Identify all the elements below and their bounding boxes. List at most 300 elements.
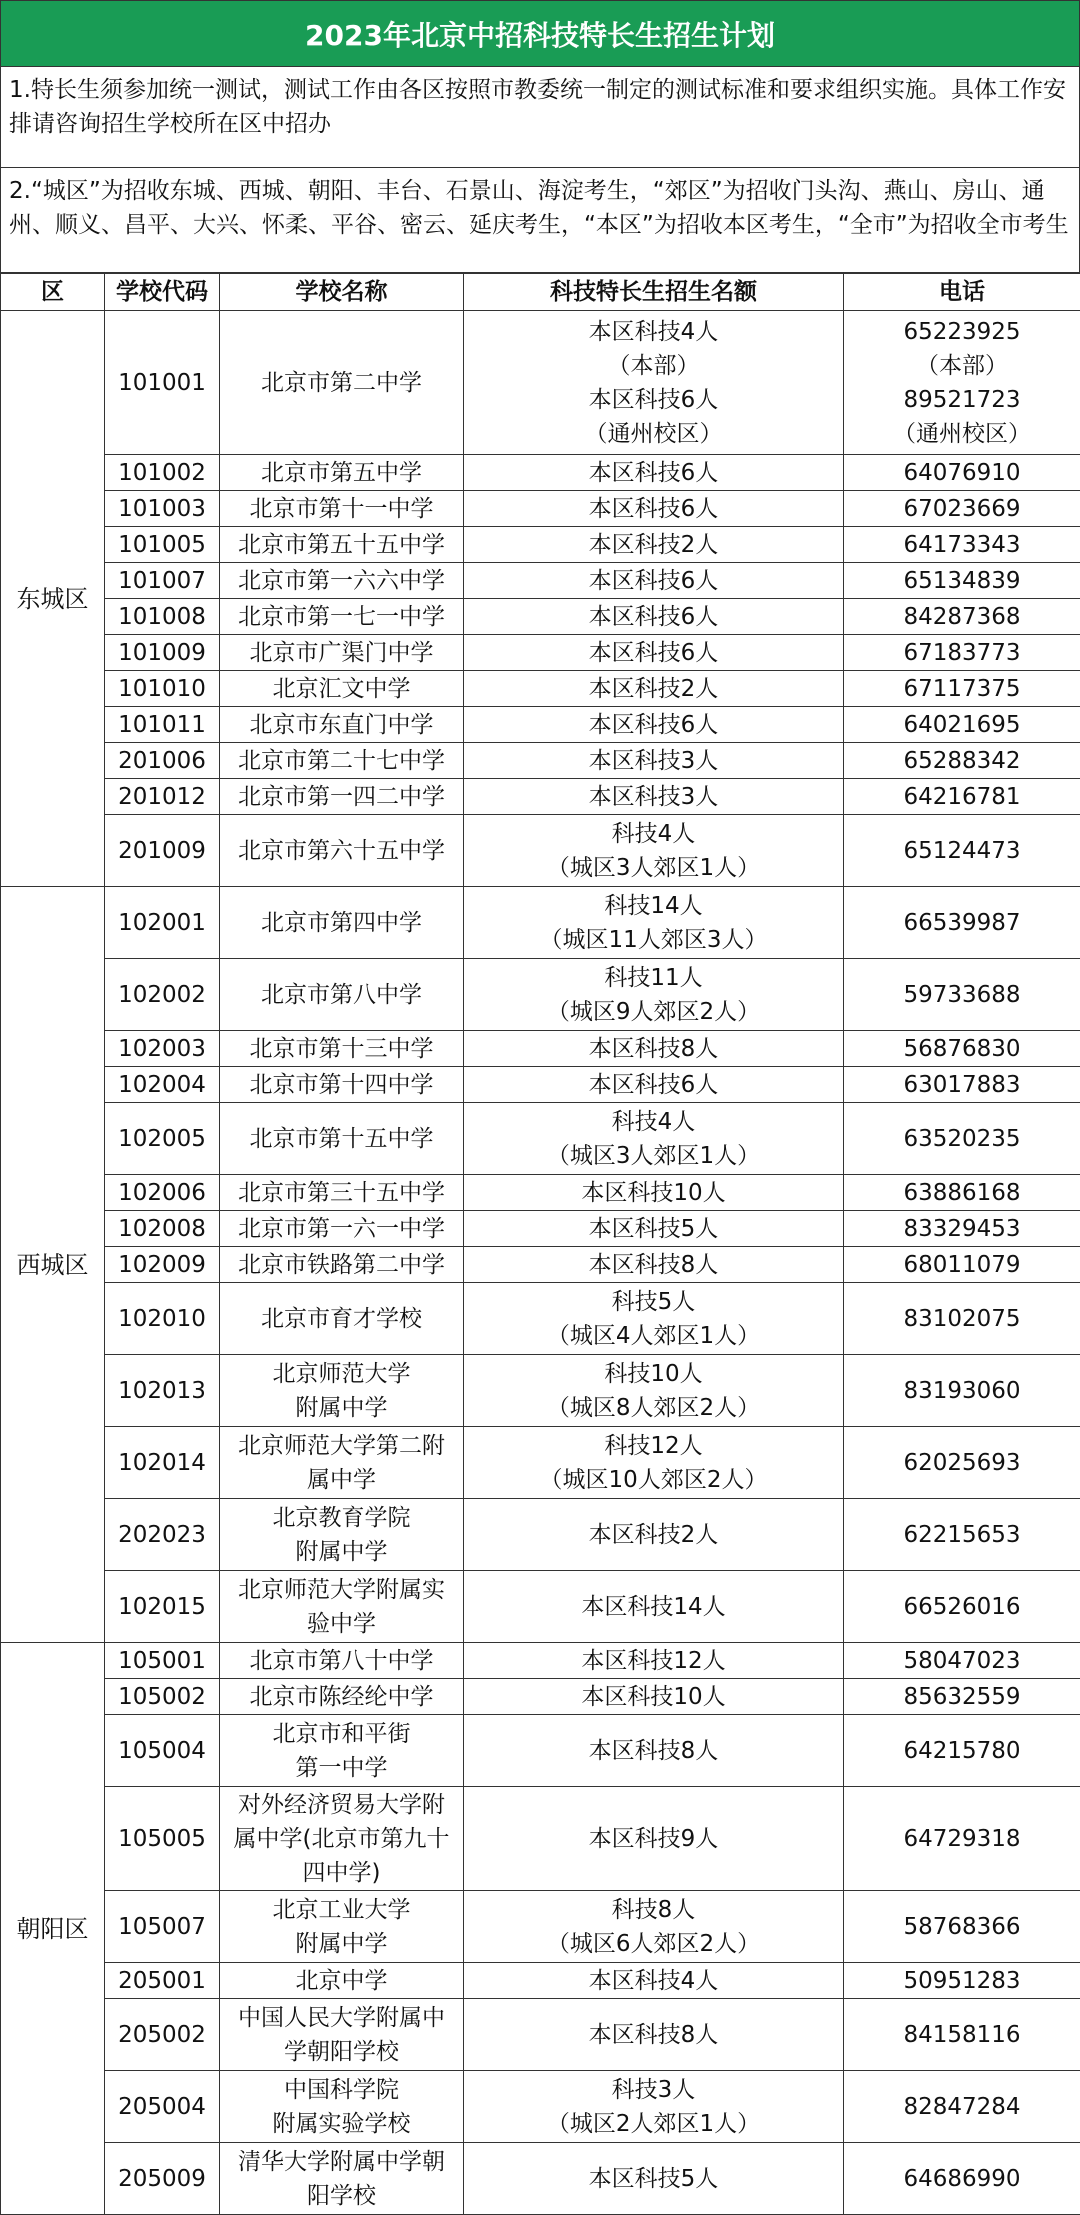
school-code-cell: 102010 (105, 1283, 220, 1355)
school-name-cell-line: 属中学 (222, 1463, 461, 1497)
quota-cell (464, 563, 844, 599)
quota-cell (464, 1679, 844, 1715)
quota-cell (464, 491, 844, 527)
column-header-code: 学校代码 (105, 274, 220, 311)
quota-cell-line: 本区科技8人 (466, 1032, 841, 1066)
phone-cell (844, 1571, 1080, 1643)
phone-cell (844, 1643, 1080, 1679)
quota-cell (464, 1283, 844, 1355)
quota-cell (464, 1643, 844, 1679)
school-name-cell-line: 附属中学 (222, 1391, 461, 1425)
quota-cell-line: （城区3人郊区1人） (466, 1139, 841, 1173)
school-name-cell (220, 2071, 464, 2143)
school-name-cell (220, 1571, 464, 1643)
school-name-cell-line: 北京市广渠门中学 (222, 636, 461, 670)
school-code-cell: 201012 (105, 779, 220, 815)
school-name-cell (220, 743, 464, 779)
school-code-cell: 102014 (105, 1427, 220, 1499)
school-code-cell: 102005 (105, 1103, 220, 1175)
school-name-cell-line: 四中学) (222, 1856, 461, 1890)
school-code-cell: 102001 (105, 887, 220, 959)
phone-cell (844, 1103, 1080, 1175)
phone-cell-line: 67183773 (846, 636, 1078, 670)
school-code-cell: 101011 (105, 707, 220, 743)
table-row (1, 635, 1080, 671)
quota-cell (464, 671, 844, 707)
school-name-cell-line: 北京市第五中学 (222, 456, 461, 490)
quota-cell-line: （城区4人郊区1人） (466, 1319, 841, 1353)
phone-cell (844, 527, 1080, 563)
school-name-cell-line: 附属实验学校 (222, 2107, 461, 2141)
school-name-cell (220, 1103, 464, 1175)
table-row (1, 779, 1080, 815)
phone-cell-line: 83102075 (846, 1302, 1078, 1336)
school-code-cell: 101007 (105, 563, 220, 599)
quota-cell-line: （城区8人郊区2人） (466, 1391, 841, 1425)
quota-cell-line: 本区科技14人 (466, 1590, 841, 1624)
school-name-cell (220, 887, 464, 959)
table-row (1, 1283, 1080, 1355)
quota-cell-line: 科技4人 (466, 1105, 841, 1139)
phone-cell-line: 65223925 (846, 315, 1078, 349)
quota-cell-line: 本区科技10人 (466, 1176, 841, 1210)
school-code-cell: 105001 (105, 1643, 220, 1679)
school-name-cell (220, 1283, 464, 1355)
quota-cell (464, 635, 844, 671)
school-code-cell: 101003 (105, 491, 220, 527)
quota-cell (464, 887, 844, 959)
school-name-cell (220, 491, 464, 527)
school-name-cell-line: 清华大学附属中学朝 (222, 2145, 461, 2179)
school-code-cell: 205004 (105, 2071, 220, 2143)
school-name-cell-line: 北京市东直门中学 (222, 708, 461, 742)
phone-cell (844, 1999, 1080, 2071)
table-row (1, 1427, 1080, 1499)
phone-cell-line: 56876830 (846, 1032, 1078, 1066)
table-row (1, 1715, 1080, 1787)
phone-cell (844, 1211, 1080, 1247)
school-code-cell: 105002 (105, 1679, 220, 1715)
quota-cell-line: 本区科技9人 (466, 1822, 841, 1856)
table-row (1, 815, 1080, 887)
phone-cell (844, 1031, 1080, 1067)
quota-cell-line: 科技12人 (466, 1429, 841, 1463)
phone-cell-line: 67117375 (846, 672, 1078, 706)
school-code-cell: 105007 (105, 1891, 220, 1963)
school-name-cell (220, 1355, 464, 1427)
table-row (1, 599, 1080, 635)
table-row (1, 1175, 1080, 1211)
school-code-cell: 101009 (105, 635, 220, 671)
table-row (1, 1499, 1080, 1571)
phone-cell-line: 63017883 (846, 1068, 1078, 1102)
quota-cell (464, 1031, 844, 1067)
table-row (1, 887, 1080, 959)
school-name-cell-line: 北京市第十一中学 (222, 492, 461, 526)
phone-cell (844, 1891, 1080, 1963)
quota-cell-line: 本区科技5人 (466, 1212, 841, 1246)
phone-cell-line: 62025693 (846, 1446, 1078, 1480)
school-name-cell-line: 北京市第一七一中学 (222, 600, 461, 634)
quota-cell (464, 1963, 844, 1999)
phone-cell (844, 815, 1080, 887)
phone-cell (844, 743, 1080, 779)
school-name-cell (220, 779, 464, 815)
quota-cell-line: 本区科技8人 (466, 1248, 841, 1282)
table-row (1, 1999, 1080, 2071)
school-name-cell-line: 属中学(北京市第九十 (222, 1822, 461, 1856)
school-code-cell: 102004 (105, 1067, 220, 1103)
school-name-cell (220, 599, 464, 635)
phone-cell-line: 63520235 (846, 1122, 1078, 1156)
school-name-cell (220, 1499, 464, 1571)
quota-cell-line: 科技11人 (466, 961, 841, 995)
school-name-cell-line: 北京市和平街 (222, 1717, 461, 1751)
phone-cell (844, 1963, 1080, 1999)
quota-cell-line: 本区科技6人 (466, 456, 841, 490)
table-row (1, 491, 1080, 527)
phone-cell (844, 1427, 1080, 1499)
school-name-cell (220, 1247, 464, 1283)
phone-cell (844, 707, 1080, 743)
phone-cell-line: 63886168 (846, 1176, 1078, 1210)
phone-cell (844, 2071, 1080, 2143)
quota-cell-line: （城区3人郊区1人） (466, 851, 841, 885)
quota-cell-line: （城区9人郊区2人） (466, 995, 841, 1029)
quota-cell (464, 1427, 844, 1499)
table-row (1, 2071, 1080, 2143)
table-header-row (1, 274, 1080, 311)
phone-cell (844, 671, 1080, 707)
phone-cell-line: 67023669 (846, 492, 1078, 526)
quota-cell-line: 本区科技2人 (466, 672, 841, 706)
school-name-cell (220, 1427, 464, 1499)
phone-cell (844, 779, 1080, 815)
school-name-cell (220, 1067, 464, 1103)
school-name-cell-line: 北京市第二中学 (222, 366, 461, 400)
quota-cell-line: （城区6人郊区2人） (466, 1927, 841, 1961)
school-code-cell: 105005 (105, 1787, 220, 1891)
school-name-cell (220, 311, 464, 455)
school-name-cell-line: 北京市第四中学 (222, 906, 461, 940)
table-row (1, 1355, 1080, 1427)
quota-cell-line: 科技3人 (466, 2073, 841, 2107)
quota-cell (464, 959, 844, 1031)
phone-cell (844, 1787, 1080, 1891)
school-code-cell: 205001 (105, 1963, 220, 1999)
phone-cell-line: 65124473 (846, 834, 1078, 868)
table-row (1, 1963, 1080, 1999)
school-name-cell (220, 1211, 464, 1247)
phone-cell (844, 959, 1080, 1031)
school-code-cell: 105004 (105, 1715, 220, 1787)
quota-cell (464, 1247, 844, 1283)
school-code-cell: 201006 (105, 743, 220, 779)
school-name-cell-line: 北京市第十五中学 (222, 1122, 461, 1156)
phone-cell (844, 563, 1080, 599)
phone-cell (844, 1715, 1080, 1787)
school-code-cell: 101005 (105, 527, 220, 563)
school-name-cell-line: 北京工业大学 (222, 1893, 461, 1927)
table-row (1, 1571, 1080, 1643)
school-name-cell-line: 北京市铁路第二中学 (222, 1248, 461, 1282)
quota-cell (464, 1891, 844, 1963)
phone-cell (844, 2143, 1080, 2215)
school-name-cell-line: 北京市第八中学 (222, 978, 461, 1012)
phone-cell (844, 1175, 1080, 1211)
phone-cell-line: 64173343 (846, 528, 1078, 562)
quota-cell (464, 599, 844, 635)
table-row (1, 743, 1080, 779)
enrollment-table (0, 273, 1080, 2215)
school-name-cell-line: 北京市第十四中学 (222, 1068, 461, 1102)
school-code-cell: 201009 (105, 815, 220, 887)
phone-cell (844, 491, 1080, 527)
table-body (1, 311, 1080, 2215)
school-code-cell: 202023 (105, 1499, 220, 1571)
district-cell: 东城区 (1, 311, 105, 887)
phone-cell-line: 64686990 (846, 2162, 1078, 2196)
quota-cell-line: 本区科技8人 (466, 1734, 841, 1768)
table-row (1, 1643, 1080, 1679)
district-cell: 朝阳区 (1, 1643, 105, 2215)
school-name-cell-line: 北京市第十三中学 (222, 1032, 461, 1066)
phone-cell (844, 635, 1080, 671)
school-name-cell (220, 1891, 464, 1963)
school-name-cell-line: 北京师范大学第二附 (222, 1429, 461, 1463)
phone-cell (844, 1499, 1080, 1571)
phone-cell-line: 64216781 (846, 780, 1078, 814)
school-name-cell-line: 中国科学院 (222, 2073, 461, 2107)
school-name-cell-line: 验中学 (222, 1607, 461, 1641)
column-header-phone: 电话 (844, 274, 1080, 311)
quota-cell (464, 455, 844, 491)
school-name-cell-line: 对外经济贸易大学附 (222, 1788, 461, 1822)
quota-cell (464, 707, 844, 743)
quota-cell-line: 本区科技2人 (466, 1518, 841, 1552)
quota-cell (464, 1067, 844, 1103)
table-row (1, 1103, 1080, 1175)
quota-cell (464, 1499, 844, 1571)
quota-cell-line: 本区科技10人 (466, 1680, 841, 1714)
school-name-cell-line: 北京汇文中学 (222, 672, 461, 706)
school-name-cell-line: 北京市陈经纶中学 (222, 1680, 461, 1714)
district-cell: 西城区 (1, 887, 105, 1643)
school-code-cell: 102002 (105, 959, 220, 1031)
quota-cell (464, 2143, 844, 2215)
phone-cell-line: 50951283 (846, 1964, 1078, 1998)
quota-cell-line: 本区科技2人 (466, 528, 841, 562)
phone-cell (844, 1283, 1080, 1355)
school-code-cell: 205009 (105, 2143, 220, 2215)
school-name-cell (220, 1643, 464, 1679)
school-name-cell (220, 959, 464, 1031)
quota-cell (464, 1787, 844, 1891)
phone-cell-line: 65134839 (846, 564, 1078, 598)
phone-cell-line: 84287368 (846, 600, 1078, 634)
table-row (1, 707, 1080, 743)
phone-cell-line: 64021695 (846, 708, 1078, 742)
table-row (1, 1787, 1080, 1891)
school-name-cell-line: 北京教育学院 (222, 1501, 461, 1535)
table-row (1, 671, 1080, 707)
phone-cell-line: 64215780 (846, 1734, 1078, 1768)
school-name-cell-line: 北京市第一四二中学 (222, 780, 461, 814)
phone-cell-line: 66539987 (846, 906, 1078, 940)
table-row (1, 1067, 1080, 1103)
phone-cell-line: 82847284 (846, 2090, 1078, 2124)
school-name-cell (220, 455, 464, 491)
school-name-cell (220, 2143, 464, 2215)
quota-cell-line: 本区科技4人 (466, 1964, 841, 1998)
quota-cell-line: 科技4人 (466, 817, 841, 851)
table-row (1, 2143, 1080, 2215)
school-name-cell-line: 中国人民大学附属中 (222, 2001, 461, 2035)
school-code-cell: 205002 (105, 1999, 220, 2071)
table-row (1, 1247, 1080, 1283)
phone-cell-line: 58768366 (846, 1910, 1078, 1944)
school-name-cell-line: 北京市第一六一中学 (222, 1212, 461, 1246)
quota-cell-line: 本区科技8人 (466, 2018, 841, 2052)
table-row (1, 527, 1080, 563)
school-code-cell: 102006 (105, 1175, 220, 1211)
quota-cell-line: 科技14人 (466, 889, 841, 923)
phone-cell-line: 64729318 (846, 1822, 1078, 1856)
quota-cell (464, 815, 844, 887)
phone-cell (844, 311, 1080, 455)
phone-cell (844, 1679, 1080, 1715)
quota-cell (464, 1715, 844, 1787)
quota-cell-line: 本区科技6人 (466, 492, 841, 526)
school-name-cell (220, 1715, 464, 1787)
quota-cell (464, 1175, 844, 1211)
quota-cell (464, 779, 844, 815)
phone-cell-line: 85632559 (846, 1680, 1078, 1714)
table-row (1, 311, 1080, 455)
school-code-cell: 101002 (105, 455, 220, 491)
school-name-cell-line: 附属中学 (222, 1927, 461, 1961)
phone-cell-line: 89521723 (846, 383, 1078, 417)
school-name-cell (220, 1787, 464, 1891)
school-name-cell-line: 北京市第六十五中学 (222, 834, 461, 868)
school-name-cell-line: 阳学校 (222, 2179, 461, 2213)
school-name-cell (220, 563, 464, 599)
phone-cell-line: （通州校区） (846, 417, 1078, 451)
quota-cell (464, 2071, 844, 2143)
school-name-cell (220, 707, 464, 743)
school-name-cell-line: 学朝阳学校 (222, 2035, 461, 2069)
quota-cell-line: 本区科技6人 (466, 600, 841, 634)
note-2: 2.“城区”为招收东城、西城、朝阳、丰台、石景山、海淀考生，“郊区”为招收门头沟、燕山、房山、通州、顺义、昌平、大兴、怀柔、平谷、密云、延庆考生，“本区”为招收本区考生，“全市”为招收全市考生 (0, 168, 1080, 273)
quota-cell (464, 1211, 844, 1247)
phone-cell (844, 887, 1080, 959)
quota-cell (464, 527, 844, 563)
school-name-cell (220, 635, 464, 671)
table-row (1, 1679, 1080, 1715)
school-name-cell (220, 1999, 464, 2071)
school-name-cell-line: 北京中学 (222, 1964, 461, 1998)
school-code-cell: 102013 (105, 1355, 220, 1427)
school-code-cell: 101010 (105, 671, 220, 707)
quota-cell (464, 1103, 844, 1175)
phone-cell-line: 59733688 (846, 978, 1078, 1012)
school-code-cell: 102003 (105, 1031, 220, 1067)
quota-cell-line: 本区科技6人 (466, 383, 841, 417)
quota-cell-line: 本区科技3人 (466, 780, 841, 814)
quota-cell-line: （城区10人郊区2人） (466, 1463, 841, 1497)
table-row (1, 1031, 1080, 1067)
school-name-cell-line: 北京市第一六六中学 (222, 564, 461, 598)
table-row (1, 1891, 1080, 1963)
school-name-cell-line: 北京市第八十中学 (222, 1644, 461, 1678)
phone-cell (844, 1067, 1080, 1103)
quota-cell (464, 1571, 844, 1643)
phone-cell-line: 68011079 (846, 1248, 1078, 1282)
school-name-cell-line: 第一中学 (222, 1751, 461, 1785)
table-row (1, 563, 1080, 599)
school-name-cell (220, 671, 464, 707)
school-code-cell: 102008 (105, 1211, 220, 1247)
school-name-cell (220, 527, 464, 563)
school-name-cell-line: 北京师范大学 (222, 1357, 461, 1391)
school-name-cell (220, 1679, 464, 1715)
table-row (1, 455, 1080, 491)
column-header-school: 学校名称 (220, 274, 464, 311)
school-code-cell: 101001 (105, 311, 220, 455)
quota-cell-line: 科技8人 (466, 1893, 841, 1927)
phone-cell-line: 83329453 (846, 1212, 1078, 1246)
school-name-cell-line: 北京市第五十五中学 (222, 528, 461, 562)
school-code-cell: 102009 (105, 1247, 220, 1283)
school-name-cell (220, 1175, 464, 1211)
phone-cell-line: 62215653 (846, 1518, 1078, 1552)
quota-cell (464, 311, 844, 455)
phone-cell (844, 1355, 1080, 1427)
school-code-cell: 102015 (105, 1571, 220, 1643)
phone-cell-line: 65288342 (846, 744, 1078, 778)
quota-cell-line: 本区科技6人 (466, 564, 841, 598)
school-name-cell (220, 815, 464, 887)
quota-cell-line: （城区2人郊区1人） (466, 2107, 841, 2141)
phone-cell-line: 84158116 (846, 2018, 1078, 2052)
phone-cell (844, 1247, 1080, 1283)
quota-cell-line: 本区科技6人 (466, 708, 841, 742)
quota-cell-line: 本区科技5人 (466, 2162, 841, 2196)
quota-cell-line: 本区科技3人 (466, 744, 841, 778)
school-name-cell (220, 1963, 464, 1999)
school-name-cell-line: 附属中学 (222, 1535, 461, 1569)
quota-cell (464, 1999, 844, 2071)
quota-cell-line: 科技10人 (466, 1357, 841, 1391)
quota-cell (464, 743, 844, 779)
quota-cell-line: 本区科技6人 (466, 1068, 841, 1102)
column-header-quota: 科技特长生招生名额 (464, 274, 844, 311)
quota-cell-line: 本区科技4人 (466, 315, 841, 349)
page-title: 2023年北京中招科技特长生招生计划 (0, 0, 1080, 67)
school-name-cell-line: 北京市第二十七中学 (222, 744, 461, 778)
table-row (1, 1211, 1080, 1247)
school-code-cell: 101008 (105, 599, 220, 635)
phone-cell (844, 599, 1080, 635)
note-1: 1.特长生须参加统一测试，测试工作由各区按照市教委统一制定的测试标准和要求组织实施。具体工作安排请咨询招生学校所在区中招办 (0, 67, 1080, 168)
table-row (1, 959, 1080, 1031)
quota-cell (464, 1355, 844, 1427)
quota-cell-line: （本部） (466, 349, 841, 383)
phone-cell-line: 64076910 (846, 456, 1078, 490)
phone-cell-line: 83193060 (846, 1374, 1078, 1408)
phone-cell-line: （本部） (846, 349, 1078, 383)
phone-cell-line: 66526016 (846, 1590, 1078, 1624)
